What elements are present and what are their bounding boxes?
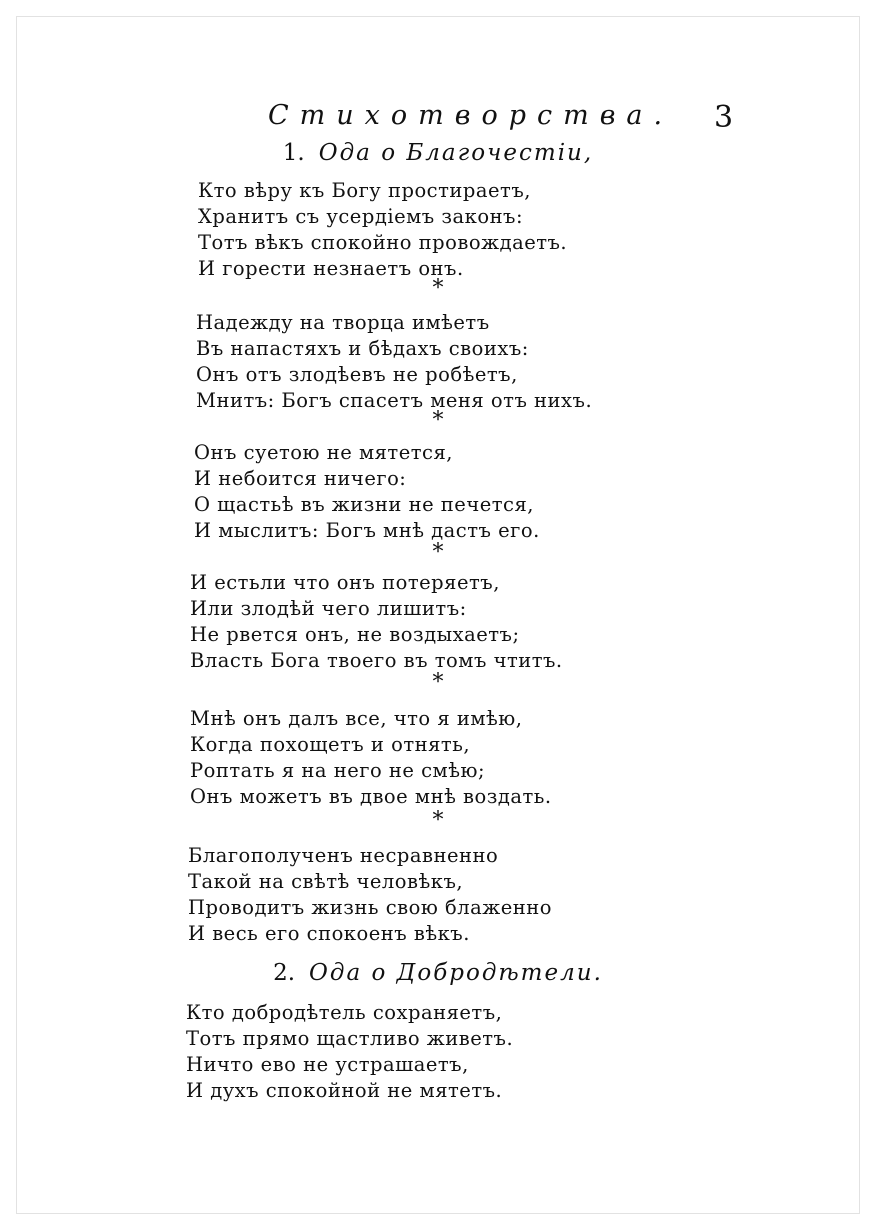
- running-head: Стихотворства.: [268, 100, 674, 131]
- stanza-separator: *: [432, 408, 444, 433]
- verse-line: Онъ суетою не мятется,: [194, 441, 453, 464]
- verse-line: Хранитъ съ усердiемъ законъ:: [198, 205, 524, 228]
- verse-line: Въ напастяхъ и бѣдахъ своихъ:: [196, 337, 529, 360]
- stanza: [0, 178, 876, 282]
- verse-line: Онъ отъ злодѣевъ не робѣетъ,: [196, 363, 518, 386]
- verse-line: Ничто ево не устрашаетъ,: [186, 1053, 469, 1076]
- stanza: [0, 570, 876, 674]
- verse-line: И весь его спокоенъ вѣкъ.: [188, 922, 470, 945]
- ode-1-title-text: Ода о Благочестiи,: [318, 140, 594, 166]
- verse-line: Власть Бога твоего въ томъ чтитъ.: [190, 649, 563, 672]
- verse-line: И горести незнаетъ онъ.: [198, 257, 464, 280]
- verse-line: О щастьѣ въ жизни не печется,: [194, 493, 534, 516]
- verse-line: Проводитъ жизнь свою блаженно: [188, 896, 553, 919]
- stanza: [0, 310, 876, 414]
- ode-1-number: 1.: [282, 140, 305, 166]
- stanza: [0, 843, 876, 947]
- verse-line: Мнитъ: Богъ спасетъ меня отъ нихъ.: [196, 389, 593, 412]
- stanza: [0, 440, 876, 544]
- verse-line: Такой на свѣтѣ человѣкъ,: [188, 870, 464, 893]
- stanza-separator: *: [432, 670, 444, 695]
- stanza-separator: *: [432, 808, 444, 833]
- verse-line: Когда похощетъ и отнять,: [190, 733, 471, 756]
- verse-line: Надежду на творца имѣетъ: [196, 311, 490, 334]
- verse-line: Благополученъ несравненно: [188, 844, 499, 867]
- stanza: [0, 1000, 876, 1104]
- verse-line: Или злодѣй чего лишитъ:: [190, 597, 467, 620]
- page-header: [0, 100, 876, 140]
- verse-line: Тотъ вѣкъ спокойно провождаетъ.: [198, 231, 568, 254]
- stanza: [0, 706, 876, 810]
- ode-2-title: [0, 960, 876, 986]
- verse-line: Онъ можетъ въ двое мнѣ воздать.: [190, 785, 552, 808]
- page-number: 3: [714, 100, 734, 135]
- verse-line: Тотъ прямо щастливо живетъ.: [186, 1027, 514, 1050]
- ode-1-title: [0, 140, 876, 166]
- verse-line: И духъ спокойной не мятетъ.: [186, 1079, 503, 1102]
- ode-2-number: 2.: [273, 960, 296, 986]
- verse-line: Роптать я на него не смѣю;: [190, 759, 486, 782]
- stanza-separator: *: [432, 276, 444, 301]
- verse-line: И естьли что онъ потеряетъ,: [190, 571, 500, 594]
- verse-line: Кто вѣру къ Богу простираетъ,: [198, 179, 531, 202]
- verse-line: И небоится ничего:: [194, 467, 407, 490]
- stanza-separator: *: [432, 540, 444, 565]
- verse-line: Кто добродѣтель сохраняетъ,: [186, 1001, 503, 1024]
- ode-2-title-text: Ода о Добродѣтели.: [309, 960, 603, 986]
- verse-line: И мыслитъ: Богъ мнѣ дастъ его.: [194, 519, 540, 542]
- verse-line: Мнѣ онъ далъ все, что я имѣю,: [190, 707, 523, 730]
- verse-line: Не рвется онъ, не воздыхаетъ;: [190, 623, 520, 646]
